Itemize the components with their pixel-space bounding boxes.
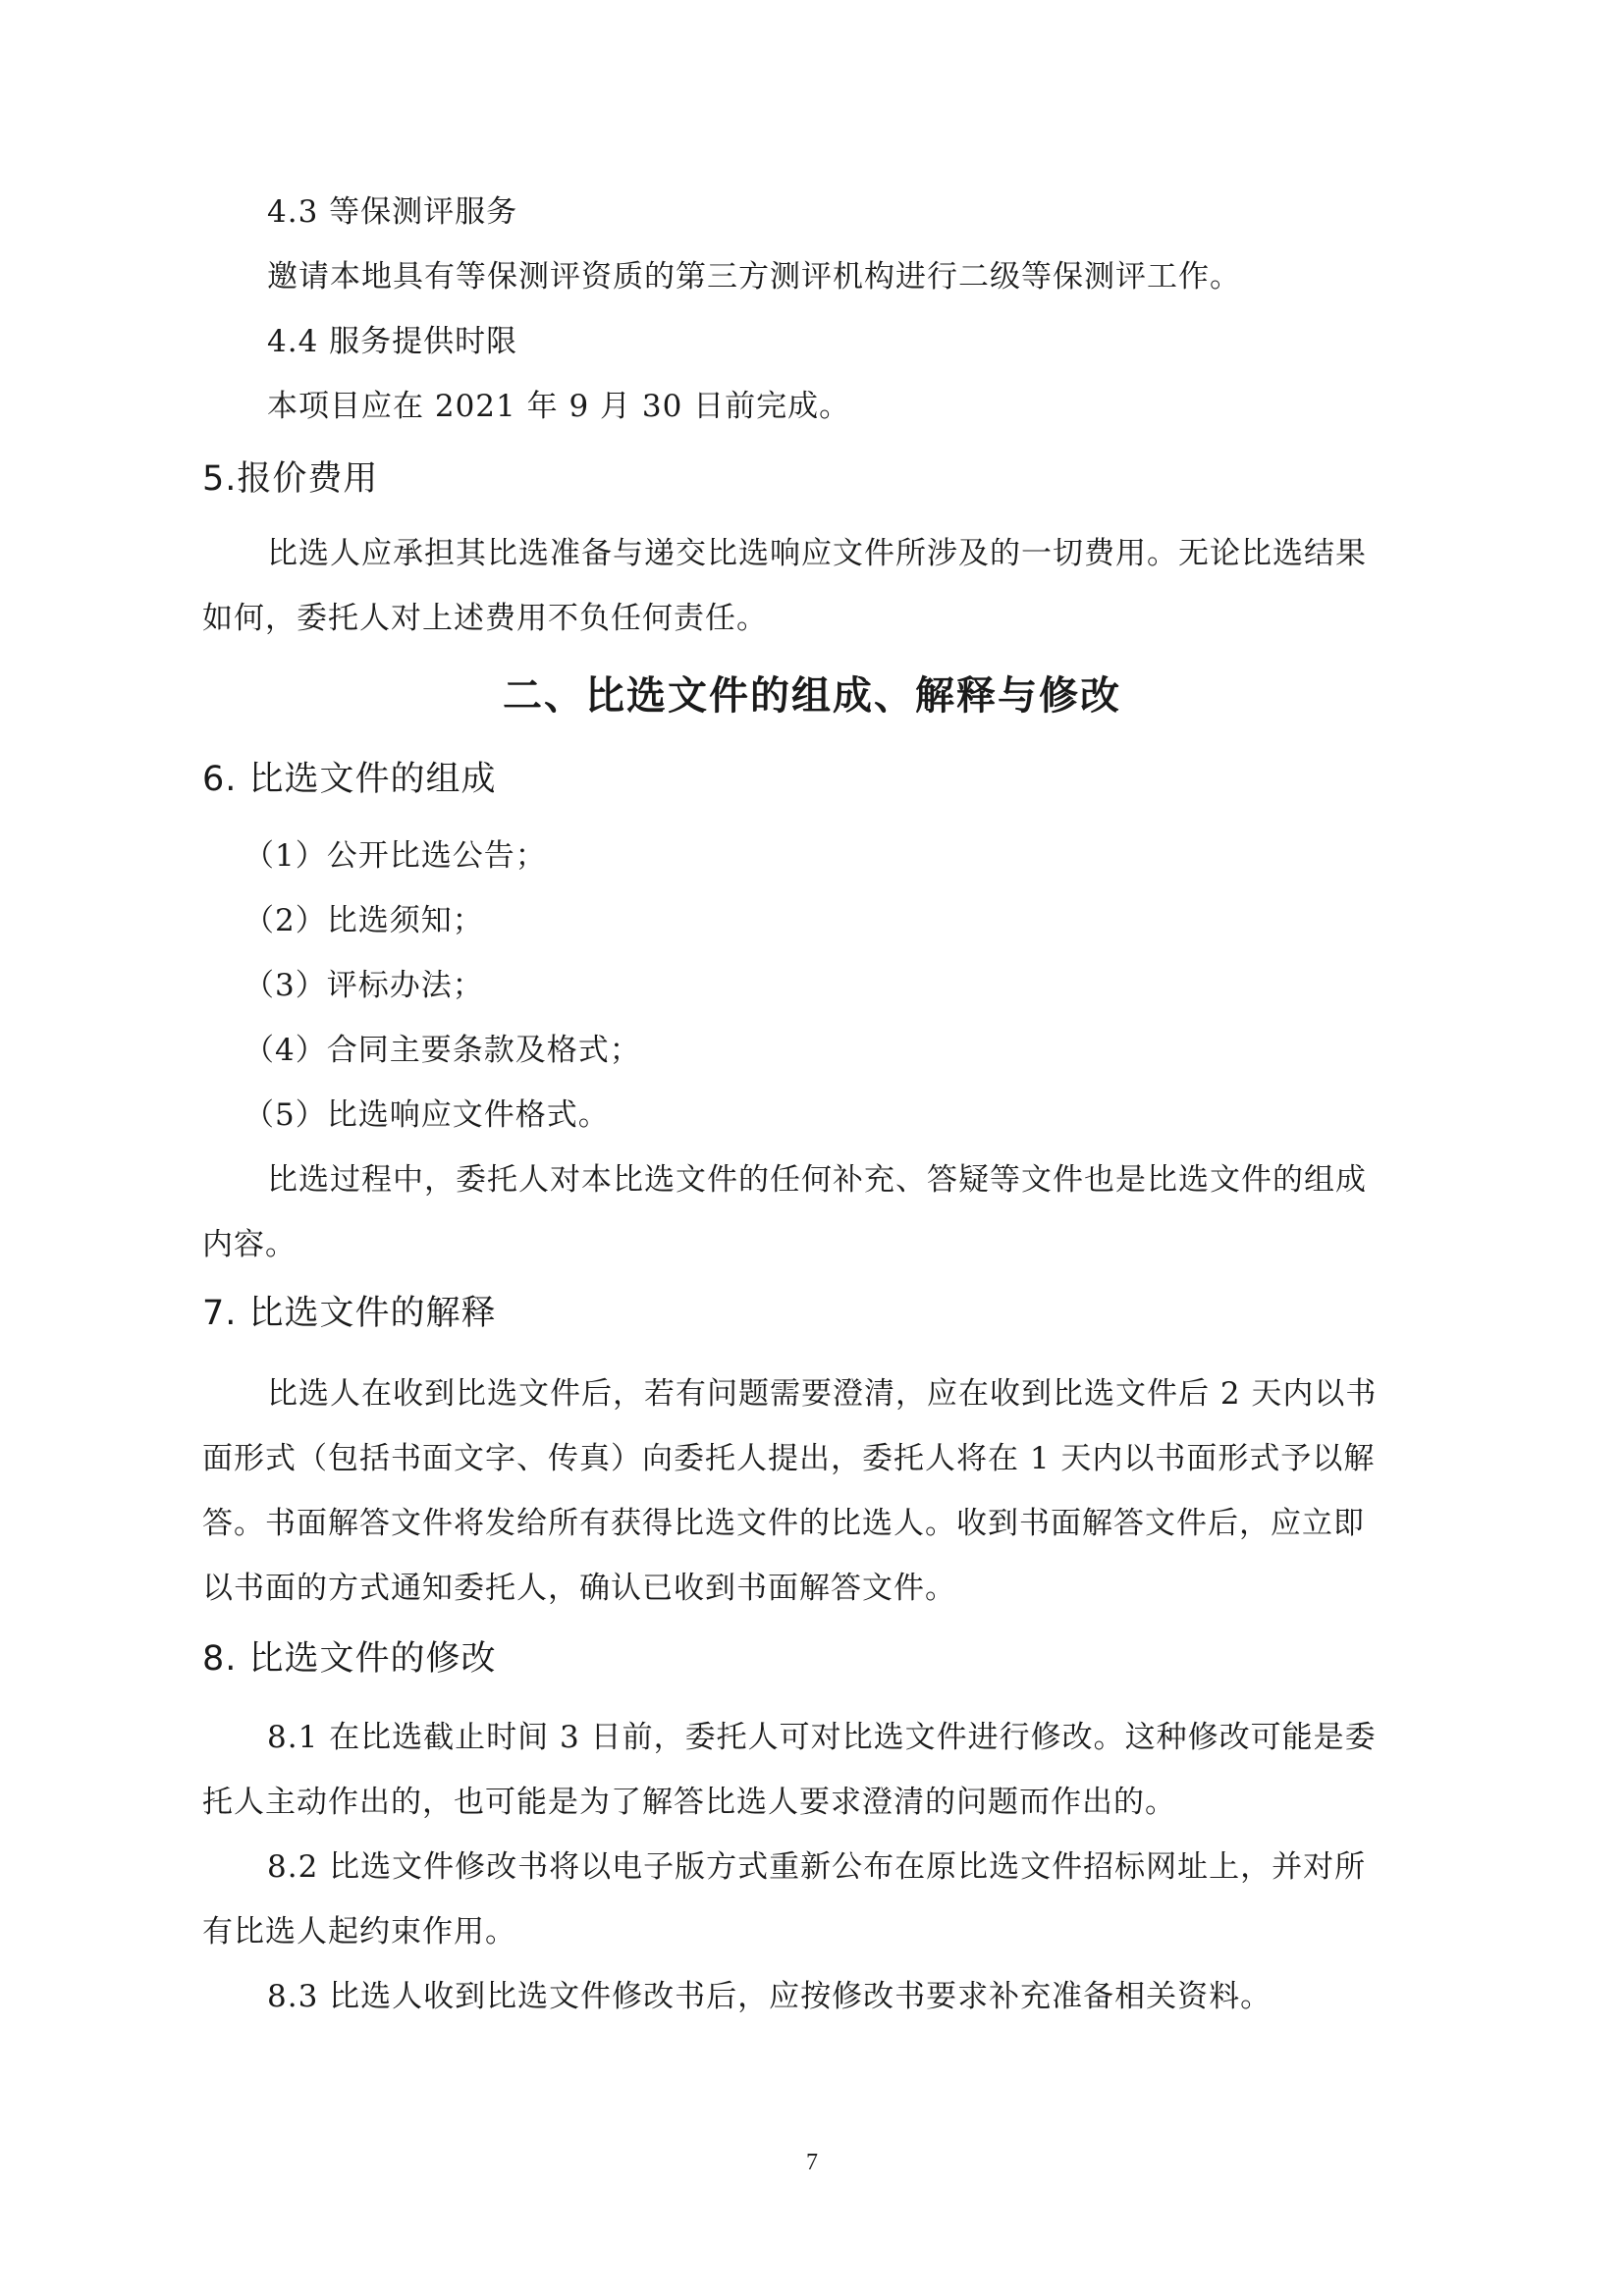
section-6-list-item: （5）比选响应文件格式。 bbox=[244, 1097, 610, 1133]
section-5-body-line-1: 比选人应承担其比选准备与递交比选响应文件所涉及的一切费用。无论比选结果 bbox=[267, 536, 1367, 571]
section-5-heading: 5.报价费用 bbox=[202, 459, 379, 499]
section-6-list-item: （1）公开比选公告； bbox=[244, 838, 547, 874]
section-4-3-title: 4.3 等保测评服务 bbox=[267, 194, 518, 230]
section-7-line: 以书面的方式通知委托人，确认已收到书面解答文件。 bbox=[202, 1571, 956, 1606]
section-4-4-body: 本项目应在 2021 年 9 月 30 日前完成。 bbox=[267, 389, 851, 424]
section-6-list-item: （3）评标办法； bbox=[244, 968, 484, 1003]
section-7-heading: 7. 比选文件的解释 bbox=[202, 1294, 497, 1333]
section-6-heading: 6. 比选文件的组成 bbox=[202, 760, 497, 799]
section-8-2-line: 8.2 比选文件修改书将以电子版方式重新公布在原比选文件招标网址上，并对所 bbox=[267, 1849, 1367, 1885]
section-8-1-line: 托人主动作出的，也可能是为了解答比选人要求澄清的问题而作出的。 bbox=[202, 1785, 1176, 1820]
section-5-body-line-2: 如何，委托人对上述费用不负任何责任。 bbox=[202, 601, 768, 636]
page-number: 7 bbox=[806, 2150, 818, 2175]
section-6-note-line-2: 内容。 bbox=[202, 1227, 297, 1262]
section-8-heading: 8. 比选文件的修改 bbox=[202, 1639, 497, 1679]
section-4-3-body: 邀请本地具有等保测评资质的第三方测评机构进行二级等保测评工作。 bbox=[267, 259, 1241, 294]
section-6-list-item: （4）合同主要条款及格式； bbox=[244, 1033, 641, 1068]
section-8-3-line: 8.3 比选人收到比选文件修改书后，应按修改书要求补充准备相关资料。 bbox=[267, 1979, 1272, 2014]
section-8-1-line: 8.1 在比选截止时间 3 日前，委托人可对比选文件进行修改。这种修改可能是委 bbox=[267, 1720, 1377, 1755]
section-8-2-line: 有比选人起约束作用。 bbox=[202, 1914, 516, 1949]
section-7-line: 比选人在收到比选文件后，若有问题需要澄清，应在收到比选文件后 2 天内以书 bbox=[267, 1376, 1378, 1412]
chapter-2-title: 二、比选文件的组成、解释与修改 bbox=[503, 673, 1121, 719]
section-7-line: 面形式（包括书面文字、传真）向委托人提出，委托人将在 1 天内以书面形式予以解 bbox=[202, 1441, 1376, 1476]
section-4-4-title: 4.4 服务提供时限 bbox=[267, 324, 518, 359]
section-6-note-line-1: 比选过程中，委托人对本比选文件的任何补充、答疑等文件也是比选文件的组成 bbox=[267, 1162, 1367, 1198]
section-7-line: 答。书面解答文件将发给所有获得比选文件的比选人。收到书面解答文件后，应立即 bbox=[202, 1506, 1365, 1541]
section-6-list-item: （2）比选须知； bbox=[244, 903, 484, 938]
